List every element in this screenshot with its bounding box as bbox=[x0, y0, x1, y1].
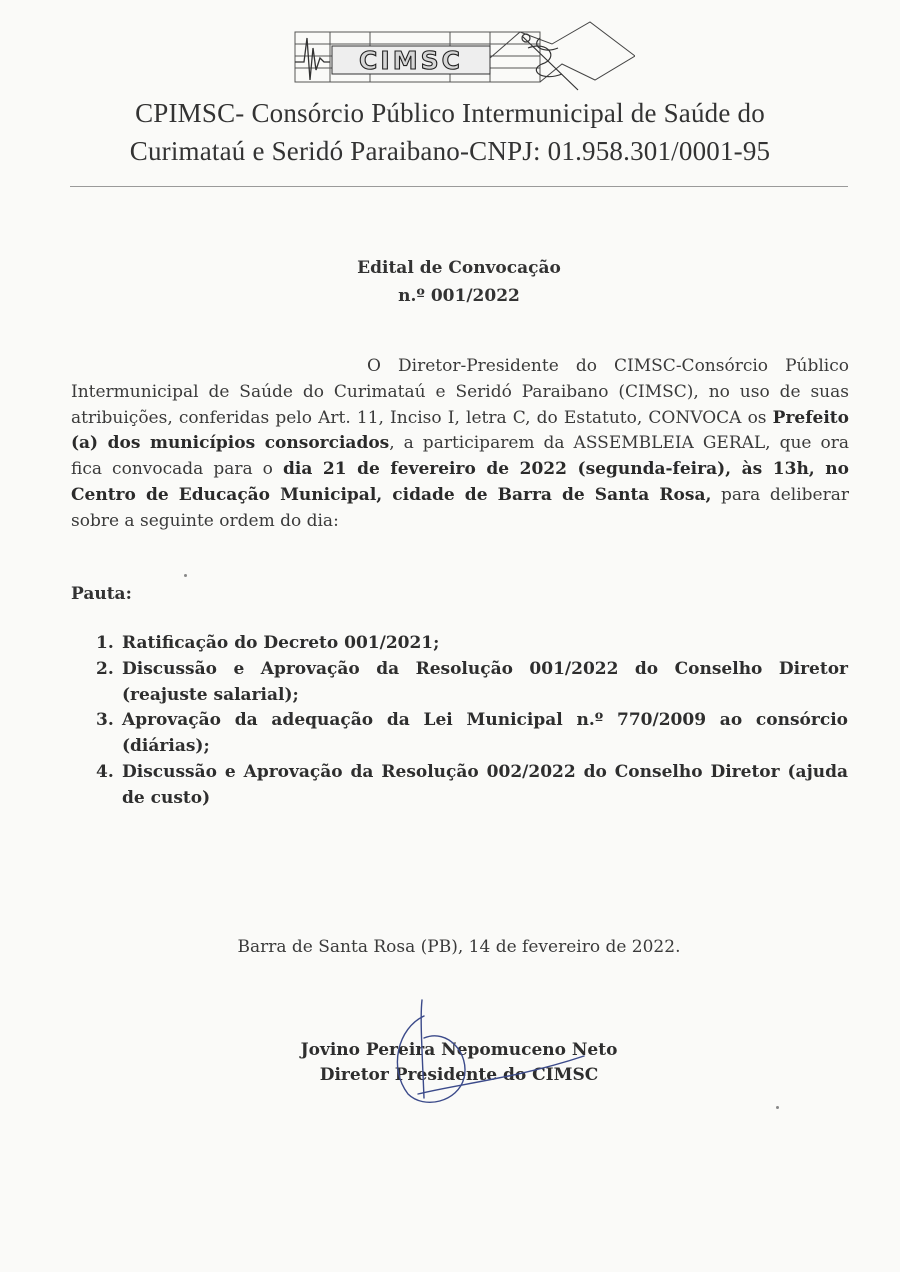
agenda-item-text: Ratificação do Decreto 001/2021; bbox=[122, 633, 440, 653]
agenda-item bbox=[96, 631, 848, 657]
convocation-paragraph bbox=[71, 354, 849, 535]
header-divider bbox=[70, 186, 848, 187]
signatory-name: Jovino Pereira Nepomuceno Neto bbox=[300, 1040, 618, 1060]
agenda-item-text: Aprovação da adequação da Lei Municipal n.º 770/2009 ao consórcio (diárias); bbox=[122, 710, 848, 757]
paragraph-bold-2: dia 21 de fevereiro de 2022 (segunda-feira), às 13h, no Centro de Educação Municipal, cidade de Barra de Santa Rosa, bbox=[71, 459, 849, 505]
header-line-2: Curimataú e Seridó Paraibano-CNPJ: 01.958.301/0001-95 bbox=[129, 136, 771, 166]
document-number: n.º 001/2022 bbox=[398, 286, 520, 306]
agenda-item bbox=[96, 760, 848, 812]
cimsc-logo bbox=[290, 18, 635, 98]
agenda-list bbox=[96, 631, 848, 812]
paragraph-text-1: O Diretor-Presidente do CIMSC-Consórcio Público Intermunicipal de Saúde do Curimataú e Seridó Paraibano (CIMSC), no uso de suas atribuições, conferidas pelo Art. 11, Inciso I, letra C, do Estatuto, CONVOCA os bbox=[71, 356, 849, 428]
paper-speck bbox=[184, 574, 187, 577]
agenda-item-number: 2. bbox=[96, 658, 114, 679]
agenda-item bbox=[96, 708, 848, 760]
agenda-item-text: Discussão e Aprovação da Resolução 002/2022 do Conselho Diretor (ajuda de custo) bbox=[122, 761, 848, 808]
agenda-item-text: Discussão e Aprovação da Resolução 001/2022 do Conselho Diretor (reajuste salarial); bbox=[122, 658, 848, 705]
place-and-date: Barra de Santa Rosa (PB), 14 de fevereiro de 2022. bbox=[237, 937, 681, 957]
agenda-item-number: 4. bbox=[96, 761, 114, 782]
agenda-item-number: 3. bbox=[96, 710, 114, 731]
paragraph-text-2: , a participarem da ASSEMBLEIA GERAL, que ora fica convocada para o bbox=[71, 433, 850, 480]
paragraph-bold-1: Prefeito (a) dos municípios consorciados bbox=[71, 407, 849, 454]
svg-text:CIMSC: CIMSC bbox=[359, 46, 463, 75]
pauta-label: Pauta: bbox=[71, 584, 132, 604]
agenda-item-number: 1. bbox=[96, 633, 114, 653]
paper-speck bbox=[776, 1106, 779, 1109]
header-line-1: CPIMSC- Consórcio Público Intermunicipal de Saúde do bbox=[135, 98, 765, 128]
document-title: Edital de Convocação bbox=[357, 258, 561, 278]
agenda-item bbox=[96, 657, 848, 709]
handwritten-signature bbox=[378, 998, 588, 1110]
signatory-role: Diretor Presidente do CIMSC bbox=[319, 1065, 599, 1085]
paragraph-text-3: para deliberar sobre a seguinte ordem do dia: bbox=[71, 484, 849, 531]
